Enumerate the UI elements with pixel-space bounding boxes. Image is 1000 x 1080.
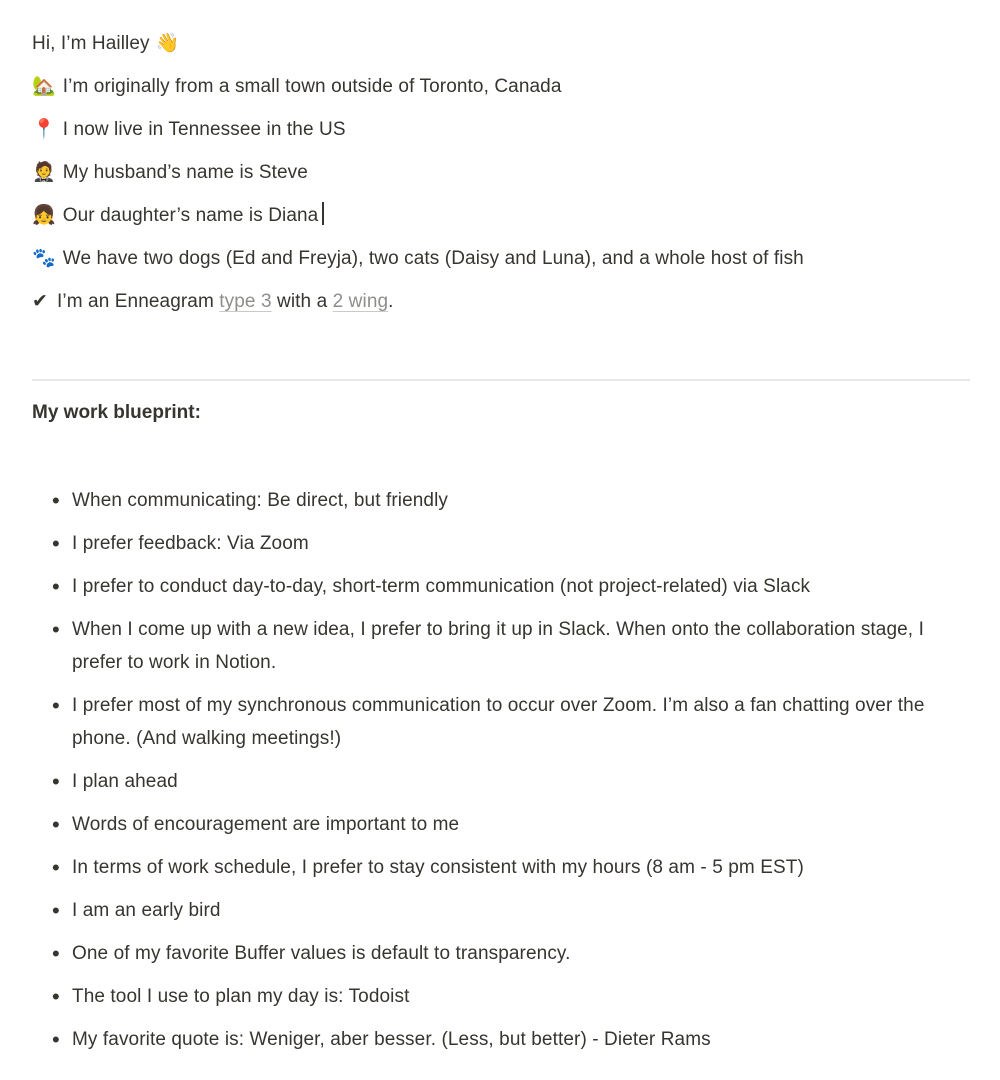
divider-line (32, 379, 970, 381)
hometown-line[interactable] (32, 65, 970, 108)
list-item-buffer-values[interactable]: • One of my favorite Buffer values is default to transparency. (32, 932, 970, 975)
girl-icon: 👧 (32, 205, 56, 226)
list-item-communicating[interactable]: • When communicating: Be direct, but friendly (32, 479, 970, 522)
list-item-early-bird[interactable]: • I am an early bird (32, 889, 970, 932)
list-item-encouragement[interactable]: • Words of encouragement are important to me (32, 803, 970, 846)
greeting-text: Hi, I’m Hailley (32, 33, 150, 54)
list-item-new-idea[interactable]: • When I come up with a new idea, I prefer to bring it up in Slack. When onto the collaboration stage, I prefer to work in Notion. (32, 608, 970, 684)
hometown-text: I’m originally from a small town outside of Toronto, Canada (62, 76, 562, 97)
check-mark-icon: ✔ (32, 291, 49, 312)
enneagram-mid: with a (271, 291, 333, 312)
divider (32, 379, 970, 381)
2-wing-link[interactable]: 2 wing (332, 291, 389, 312)
list-item-feedback[interactable]: • I prefer feedback: Via Zoom (32, 522, 970, 565)
husband-text: My husband’s name is Steve (62, 162, 308, 183)
section-heading[interactable]: My work blueprint: (32, 402, 201, 423)
person-in-tuxedo-icon: 🤵 (32, 162, 56, 183)
round-pushpin-icon: 📍 (32, 119, 56, 140)
work-blueprint-list (32, 479, 970, 1061)
enneagram-suffix: . (388, 291, 394, 312)
list-item-schedule[interactable]: • In terms of work schedule, I prefer to stay consistent with my hours (8 am - 5 pm EST) (32, 846, 970, 889)
paw-prints-icon: 🐾 (32, 248, 56, 269)
daughter-line[interactable] (32, 194, 970, 237)
location-line[interactable] (32, 108, 970, 151)
list-item-todoist[interactable]: • The tool I use to plan my day is: Todoist (32, 975, 970, 1018)
location-text: I now live in Tennessee in the US (62, 119, 346, 140)
daughter-text: Our daughter’s name is Diana (62, 205, 319, 226)
pets-line[interactable] (32, 237, 970, 280)
list-item-plan-ahead[interactable]: • I plan ahead (32, 760, 970, 803)
enneagram-prefix: I’m an Enneagram (57, 291, 220, 312)
list-item-favorite-quote[interactable]: • My favorite quote is: Weniger, aber besser. (Less, but better) - Dieter Rams (32, 1018, 970, 1061)
list-item-daytoday[interactable]: • I prefer to conduct day-to-day, short-term communication (not project-related) via Slack (32, 565, 970, 608)
text-cursor (322, 202, 324, 225)
greeting-line[interactable] (32, 22, 970, 65)
type-3-link[interactable]: type 3 (219, 291, 272, 312)
enneagram-line[interactable] (32, 280, 970, 323)
husband-line[interactable] (32, 151, 970, 194)
waving-hand-icon: 👋 (155, 33, 180, 54)
house-with-garden-icon: 🏡 (32, 76, 56, 97)
list-item-synchronous[interactable]: • I prefer most of my synchronous communication to occur over Zoom. I’m also a fan chatting over the phone. (And walking meetings!) (32, 684, 970, 760)
pets-text: We have two dogs (Ed and Freyja), two cats (Daisy and Luna), and a whole host of fish (62, 248, 804, 269)
